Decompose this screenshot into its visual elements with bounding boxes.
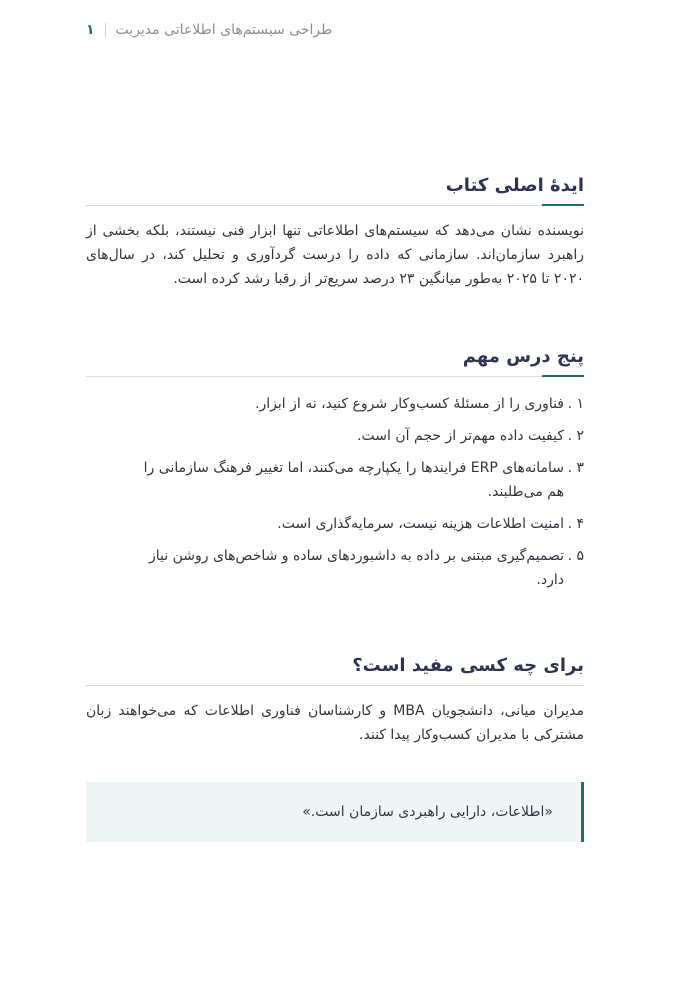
list-item-number: ۴ .	[567, 516, 584, 532]
list-item	[86, 392, 584, 416]
section-heading-main-idea: ایدهٔ اصلی کتاب	[445, 175, 584, 196]
section-main-idea	[86, 172, 584, 291]
audience-paragraph: مدیران میانی، دانشجویان MBA و کارشناسان فناوری اطلاعات که می‌خواهند زبان مشترکی با مدیران کسب‌وکار پیدا کنند.	[86, 703, 584, 743]
book-title: طراحی سیستم‌های اطلاعاتی مدیریت	[115, 22, 333, 38]
list-item-text: تصمیم‌گیری مبتنی بر داده به داشبوردهای ساده و شاخص‌های روشن نیاز دارد.	[148, 548, 564, 588]
list-item-number: ۱ .	[567, 396, 584, 412]
section-lessons	[86, 343, 584, 600]
pull-quote	[86, 782, 584, 842]
list-item-number: ۵ .	[567, 548, 584, 564]
section-audience	[86, 652, 584, 747]
list-item-text: فناوری را از مسئلهٔ کسب‌وکار شروع کنید، نه از ابزار.	[255, 396, 564, 412]
list-item	[86, 424, 584, 448]
list-item	[86, 456, 584, 504]
list-item-text: سامانه‌های ERP فرایندها را یکپارچه می‌کنند، اما تغییر فرهنگ سازمانی را هم می‌طلبند.	[143, 460, 564, 500]
heading-rule	[86, 204, 584, 207]
list-item	[86, 512, 584, 536]
page-number: ۱	[86, 22, 95, 38]
heading-rule	[86, 375, 584, 378]
list-item-number: ۲ .	[567, 428, 584, 444]
section-heading-lessons: پنج درس مهم	[462, 346, 584, 367]
list-item-number: ۳ .	[567, 460, 584, 476]
running-header	[86, 22, 332, 38]
list-item-text: کیفیت داده مهم‌تر از حجم آن است.	[357, 428, 564, 444]
section-heading-audience: برای چه کسی مفید است؟	[352, 655, 584, 676]
main-idea-paragraph: نویسنده نشان می‌دهد که سیستم‌های اطلاعاتی تنها ابزار فنی نیستند، بلکه بخشی از راهبرد سازمان‌اند. سازمانی که داده را درست گردآوری و تحلیل کند، در سال‌های ۲۰۲۰ تا ۲۰۲۵ به‌طور میانگین ۲۳ درصد سریع‌تر از رقبا رشد کرده است.	[86, 223, 584, 287]
lessons-list	[86, 392, 584, 592]
list-item-text: امنیت اطلاعات هزینه نیست، سرمایه‌گذاری است.	[277, 516, 564, 532]
list-item	[86, 544, 584, 592]
header-divider	[105, 23, 106, 37]
pull-quote-text: «اطلاعات، دارایی راهبردی سازمان است.»	[302, 804, 553, 820]
heading-rule	[86, 684, 584, 687]
